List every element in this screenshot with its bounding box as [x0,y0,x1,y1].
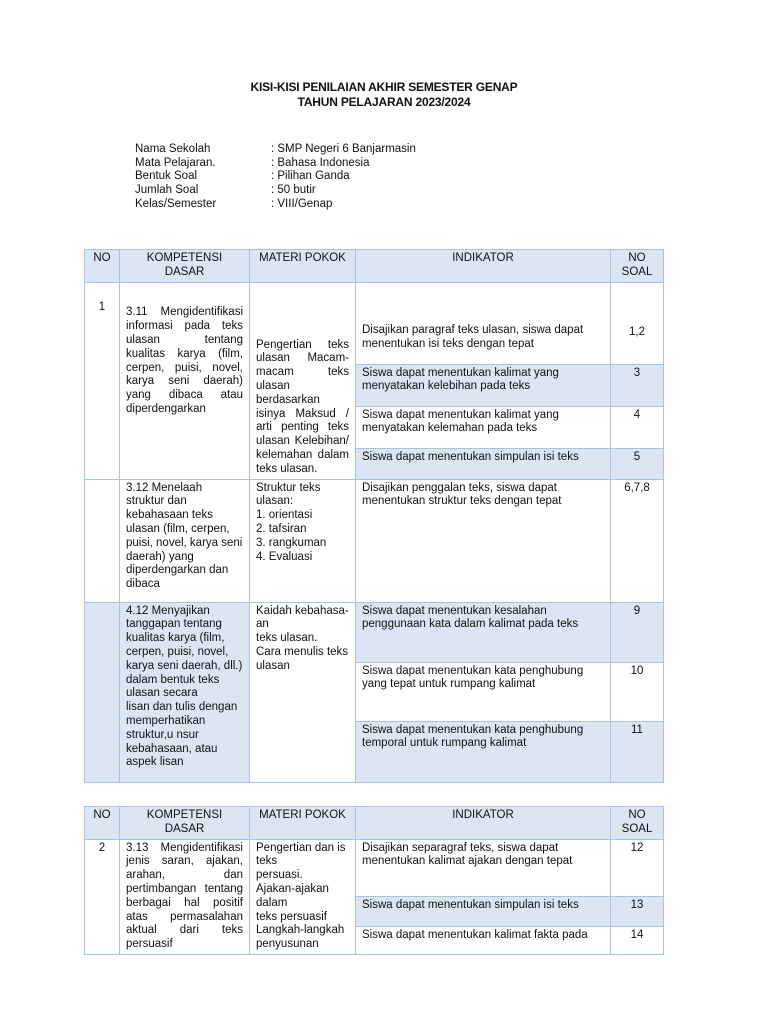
materi-pokok-cell: Pengertian dan is teks persuasi. Ajakan-ajakan dalam teks persuasif Langkah-langkah penyusunan [250,839,356,954]
soal-number-cell: 4 [611,406,664,448]
kisi-kisi-table-1 [84,249,664,783]
kompetensi-dasar-cell: 4.12 Menyajikan tanggapan tentang kualitas karya (film, cerpen, puisi, novel, karya seni daerah, dll.) dalam bentuk teks ulasan secara lisan dan tulis dengan memperhatikan struktur,u nsur kebahasaan, atau aspek lisan [120,602,250,782]
meta-value: : 50 butir [271,184,316,197]
materi-pokok-cell: Pengertian teks ulasan Macam-macam teks ulasan berdasarkan isinya Maksud / arti penting teks ulasan Kelebihan/ kelemahan dalam teks ulasan. [250,282,356,479]
meta-value: : SMP Negeri 6 Banjarmasin [271,143,416,155]
soal-number-cell: 10 [611,662,664,721]
row-number [85,602,120,782]
indicator-cell: Disajikan penggalan teks, siswa dapat menentukan struktur teks dengan tepat [356,479,611,602]
header-materi-pokok: MATERI POKOK [250,250,356,283]
table-row [85,282,664,364]
meta-row [135,184,416,198]
header-materi-pokok: MATERI POKOK [250,807,356,840]
meta-label: Jumlah Soal [135,184,199,197]
meta-label: Bentuk Soal [135,170,198,183]
kisi-kisi-table-2 [84,806,664,955]
row-number [85,479,120,602]
meta-row [135,143,416,157]
row-number: 2 [85,839,120,954]
indicator-cell: Disajikan paragraf teks ulasan, siswa dapat menentukan isi teks dengan tepat [356,282,611,364]
indicator-cell: Siswa dapat menentukan kalimat yang menyatakan kelemahan pada teks [356,406,611,448]
header-no: NO [85,250,120,283]
indicator-cell: Siswa dapat menentukan kesalahan penggunaan kata dalam kalimat pada teks [356,602,611,662]
indicator-cell: Siswa dapat menentukan simpulan isi teks [356,448,611,479]
document-title-line2: TAHUN PELAJARAN 2023/2024 [297,95,471,109]
meta-label: Nama Sekolah [135,143,211,155]
indicator-cell: Siswa dapat menentukan kalimat fakta pada [356,926,611,954]
header-kompetensi-dasar: KOMPETENSI DASAR [120,250,250,283]
meta-label: Kelas/Semester [135,197,217,210]
meta-row [135,170,416,184]
soal-number-cell: 5 [611,448,664,479]
soal-number-cell: 3 [611,364,664,406]
soal-number-cell: 14 [611,926,664,954]
soal-number-cell: 6,7,8 [611,479,664,602]
document-title-line1: KISI-KISI PENILAIAN AKHIR SEMESTER GENAP [250,80,518,94]
header-no-soal: NO SOAL [611,250,664,283]
meta-row [135,157,416,171]
kompetensi-dasar-cell: 3.11 Mengidentifikasi informasi pada teks ulasan tentang kualitas karya (film, cerpen, puisi, novel, karya seni daerah) yang dibaca atau diperdengarkan [120,282,250,479]
indicator-cell: Siswa dapat menentukan kalimat yang menyatakan kelebihan pada teks [356,364,611,406]
soal-number-cell: 11 [611,721,664,782]
indicator-cell: Disajikan separagraf teks, siswa dapat menentukan kalimat ajakan dengan tepat [356,839,611,897]
indicator-cell: Siswa dapat menentukan kata penghubung yang tepat untuk rumpang kalimat [356,662,611,721]
school-info [135,143,416,212]
kompetensi-dasar-cell: 3.13 Mengidentifikasi jenis saran, ajakan, arahan, dan pertimbangan tentang berbagai hal positif atas permasalahan aktual dari teks persuasif [120,839,250,954]
row-number: 1 [85,282,120,479]
meta-value: : Pilihan Ganda [271,170,350,183]
table-row [85,602,664,662]
meta-label: Mata Pelajaran. [135,156,216,169]
soal-number-cell: 12 [611,839,664,897]
soal-number-cell: 1,2 [611,282,664,364]
header-no-soal: NO SOAL [611,807,664,840]
header-indikator: INDIKATOR [356,250,611,283]
soal-number-cell: 13 [611,897,664,926]
table-header-row [85,807,664,840]
header-no: NO [85,807,120,840]
meta-value: : VIII/Genap [271,197,333,210]
materi-pokok-cell: Struktur teks ulasan: 1. orientasi 2. tafsiran 3. rangkuman 4. Evaluasi [250,479,356,602]
table-row [85,479,664,602]
kompetensi-dasar-cell: 3.12 Menelaah struktur dan kebahasaan teks ulasan (film, cerpen, puisi, novel, karya seni daerah) yang diperdengarkan dan dibaca [120,479,250,602]
header-kompetensi-dasar: KOMPETENSI DASAR [120,807,250,840]
table-row [85,839,664,897]
indicator-cell: Siswa dapat menentukan simpulan isi teks [356,897,611,926]
header-indikator: INDIKATOR [356,807,611,840]
table-header-row [85,250,664,283]
materi-pokok-cell: Kaidah kebahasa- an teks ulasan. Cara menulis teks ulasan [250,602,356,782]
soal-number-cell: 9 [611,602,664,662]
indicator-cell: Siswa dapat menentukan kata penghubung temporal untuk rumpang kalimat [356,721,611,782]
meta-row [135,198,416,212]
meta-value: : Bahasa Indonesia [271,156,370,169]
